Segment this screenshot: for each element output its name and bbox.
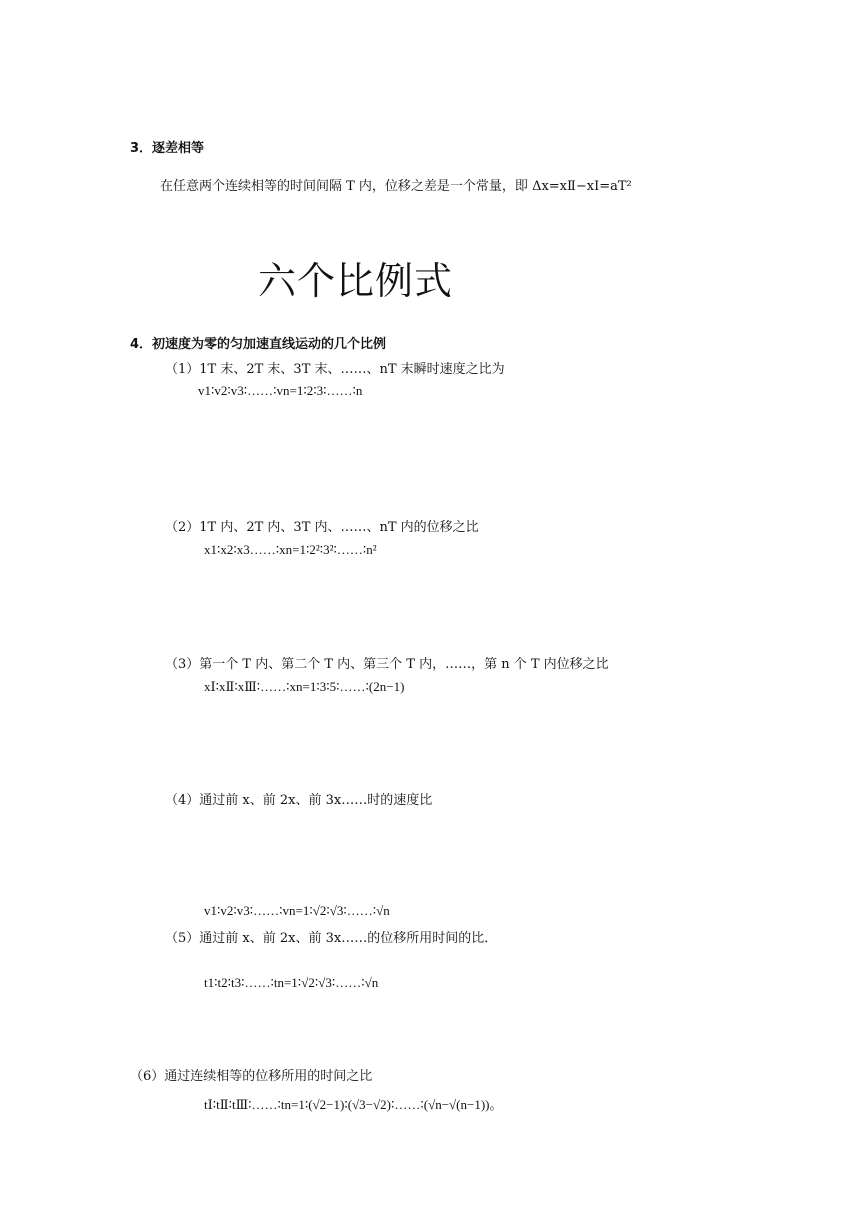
item-6-formula: tⅠ∶tⅡ∶tⅢ∶……∶tn=1∶(√2−1)∶(√3−√2)∶……∶(√n−√(n−1))。 [204,1097,503,1112]
section-3-heading: 3．逐差相等 [130,141,205,156]
item-5-label: （5）通过前 x、前 2x、前 3x……的位移所用时间的比． [165,931,498,946]
item-1-formula: v1∶v2∶v3∶……∶vn=1∶2∶3∶……∶n [198,383,363,398]
item-2-label: （2）1T 内、2T 内、3T 内、……、nT 内的位移之比 [165,520,479,535]
item-1-label: （1）1T 末、2T 末、3T 末、……、nT 末瞬时速度之比为 [165,362,505,377]
page-title: 六个比例式 [258,259,454,303]
item-5-formula: t1∶t2∶t3∶……∶tn=1∶√2∶√3∶……∶√n [204,975,379,990]
item-3-label: （3）第一个 T 内、第二个 T 内、第三个 T 内，……，第 n 个 T 内位移之比 [165,657,609,672]
item-4-label: （4）通过前 x、前 2x、前 3x……时的速度比 [165,793,433,808]
section-3-body: 在任意两个连续相等的时间间隔 T 内，位移之差是一个常量，即 Δx=xⅡ−xⅠ=aT² [160,179,632,194]
item-6-label: （6）通过连续相等的位移所用的时间之比 [130,1069,373,1084]
section-4-heading: 4．初速度为零的匀加速直线运动的几个比例 [130,337,387,352]
item-4-formula: v1∶v2∶v3∶……∶vn=1∶√2∶√3∶……∶√n [204,903,390,918]
item-2-formula: x1∶x2∶x3……∶xn=1∶2²∶3²∶……∶n² [204,542,377,557]
item-3-formula: xⅠ∶xⅡ∶xⅢ∶……∶xn=1∶3∶5∶……∶(2n−1) [204,679,405,694]
